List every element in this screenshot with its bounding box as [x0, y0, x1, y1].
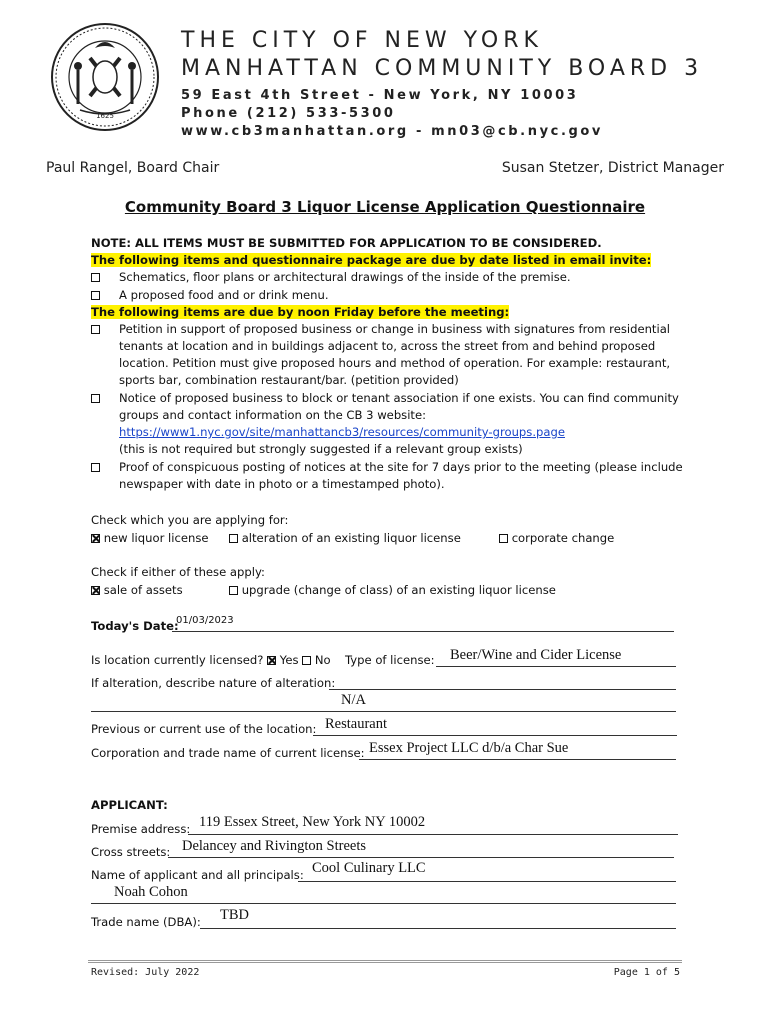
- alteration-checkbox[interactable]: [229, 534, 238, 543]
- date-value: 01/03/2023: [176, 615, 234, 626]
- header-phone: Phone (212) 533-5300: [181, 106, 396, 121]
- header-web-email: www.cb3manhattan.org - mn03@cb.nyc.gov: [181, 124, 604, 139]
- licensed-no-label: No: [314, 653, 331, 667]
- principals-field-1[interactable]: [298, 881, 676, 882]
- licensed-yes-checkbox[interactable]: [267, 656, 276, 665]
- upgrade-checkbox[interactable]: [229, 586, 238, 595]
- applicant-heading: APPLICANT:: [91, 798, 168, 812]
- cross-streets-field[interactable]: [168, 857, 674, 858]
- cross-streets-label: Cross streets:: [91, 845, 171, 859]
- upgrade-label: upgrade (change of class) of an existing liquor license: [241, 583, 556, 597]
- seal-year: 1625: [96, 112, 114, 120]
- principals-value: Cool Culinary LLC: [312, 860, 426, 876]
- footer-rule: [88, 960, 682, 963]
- board-chair: Paul Rangel, Board Chair: [46, 160, 220, 176]
- revised-date: Revised: July 2022: [91, 967, 200, 978]
- note-text: NOTE: ALL ITEMS MUST BE SUBMITTED FOR APPLICATION TO BE CONSIDERED.: [91, 236, 602, 250]
- checkbox-item2[interactable]: [91, 291, 100, 300]
- license-type-value: Beer/Wine and Cider License: [450, 647, 622, 663]
- item-schematics: Schematics, floor plans or architectural drawings of the inside of the premise.: [119, 270, 571, 284]
- petition-line1: Petition in support of proposed business or change in business with signatures from residential: [119, 322, 671, 336]
- document-title: Community Board 3 Liquor License Application Questionnaire: [124, 198, 646, 216]
- licensed-label: Is location currently licensed?: [91, 653, 264, 667]
- petition-line3: location. Petition must give proposed hours and method of operation. For example: restaurant,: [119, 356, 671, 370]
- license-type-label: Type of license:: [345, 653, 435, 667]
- trade-name-field[interactable]: [200, 928, 676, 929]
- page-number: Page 1 of 5: [613, 967, 680, 978]
- sale-of-assets-checkbox[interactable]: [91, 586, 100, 595]
- petition-line2: tenants at location and in buildings adjacent to, across the street from and behind proposed: [119, 339, 656, 353]
- previous-use-label: Previous or current use of the location:: [91, 722, 317, 736]
- apply-if-prompt: Check if either of these apply:: [91, 565, 265, 579]
- checkbox-item1[interactable]: [91, 273, 100, 282]
- community-groups-link[interactable]: https://www1.nyc.gov/site/manhattancb3/resources/community-groups.page: [119, 425, 565, 439]
- apply-for-prompt: Check which you are applying for:: [91, 513, 289, 527]
- checkbox-notice[interactable]: [91, 394, 100, 403]
- checkbox-proof[interactable]: [91, 463, 100, 472]
- sale-of-assets-label: sale of assets: [103, 583, 183, 597]
- proof-line2: newspaper with date in photo or a timestamped photo).: [119, 477, 445, 491]
- cross-streets-value: Delancey and Rivington Streets: [182, 838, 367, 854]
- header-title-line1: THE CITY OF NEW YORK: [181, 28, 543, 53]
- corp-name-field[interactable]: [359, 759, 676, 760]
- premise-label: Premise address:: [91, 822, 191, 836]
- alteration-label: alteration of an existing liquor license: [241, 531, 461, 545]
- corp-name-label: Corporation and trade name of current license:: [91, 746, 365, 760]
- date-field[interactable]: [172, 631, 674, 632]
- principals-label: Name of applicant and all principals:: [91, 868, 304, 882]
- notice-line2: groups and contact information on the CB 3 website:: [119, 408, 427, 422]
- due-email-heading: The following items and questionnaire package are due by date listed in email invite:: [91, 253, 652, 267]
- checkbox-petition[interactable]: [91, 325, 100, 334]
- trade-name-label: Trade name (DBA):: [91, 915, 201, 929]
- petition-line4: sports bar, combination restaurant/bar. (petition provided): [119, 373, 459, 387]
- premise-field[interactable]: [188, 834, 678, 835]
- premise-value: 119 Essex Street, New York NY 10002: [199, 814, 426, 830]
- alteration-field-2[interactable]: [91, 711, 676, 712]
- alteration-value: N/A: [341, 692, 366, 708]
- principals-value-2: Noah Cohon: [114, 884, 188, 900]
- city-seal: [50, 18, 160, 136]
- date-label: Today's Date:: [91, 619, 179, 633]
- item-menu: A proposed food and or drink menu.: [119, 288, 329, 302]
- new-license-checkbox[interactable]: [91, 534, 100, 543]
- proof-line1: Proof of conspicuous posting of notices at the site for 7 days prior to the meeting (please include: [119, 460, 683, 474]
- header-title-line2: MANHATTAN COMMUNITY BOARD 3: [181, 56, 704, 81]
- district-manager: Susan Stetzer, District Manager: [501, 160, 724, 176]
- previous-use-field[interactable]: [313, 735, 677, 736]
- new-license-label: new liquor license: [103, 531, 209, 545]
- alteration-field-1[interactable]: [329, 689, 676, 690]
- licensed-yes-label: Yes: [279, 653, 299, 667]
- principals-field-2[interactable]: [91, 903, 676, 904]
- header-address: 59 East 4th Street - New York, NY 10003: [181, 88, 579, 103]
- licensed-no-checkbox[interactable]: [302, 656, 311, 665]
- notice-line1: Notice of proposed business to block or tenant association if one exists. You can find community: [119, 391, 679, 405]
- corporate-change-label: corporate change: [511, 531, 615, 545]
- alteration-describe-label: If alteration, describe nature of alteration:: [91, 676, 336, 690]
- license-type-field[interactable]: [436, 666, 676, 667]
- due-friday-heading: The following items are due by noon Friday before the meeting:: [91, 305, 510, 319]
- previous-use-value: Restaurant: [325, 716, 388, 732]
- corporate-change-checkbox[interactable]: [499, 534, 508, 543]
- corp-name-value: Essex Project LLC d/b/a Char Sue: [369, 740, 569, 756]
- trade-name-value: TBD: [220, 907, 249, 923]
- notice-line3: (this is not required but strongly suggested if a relevant group exists): [119, 442, 523, 456]
